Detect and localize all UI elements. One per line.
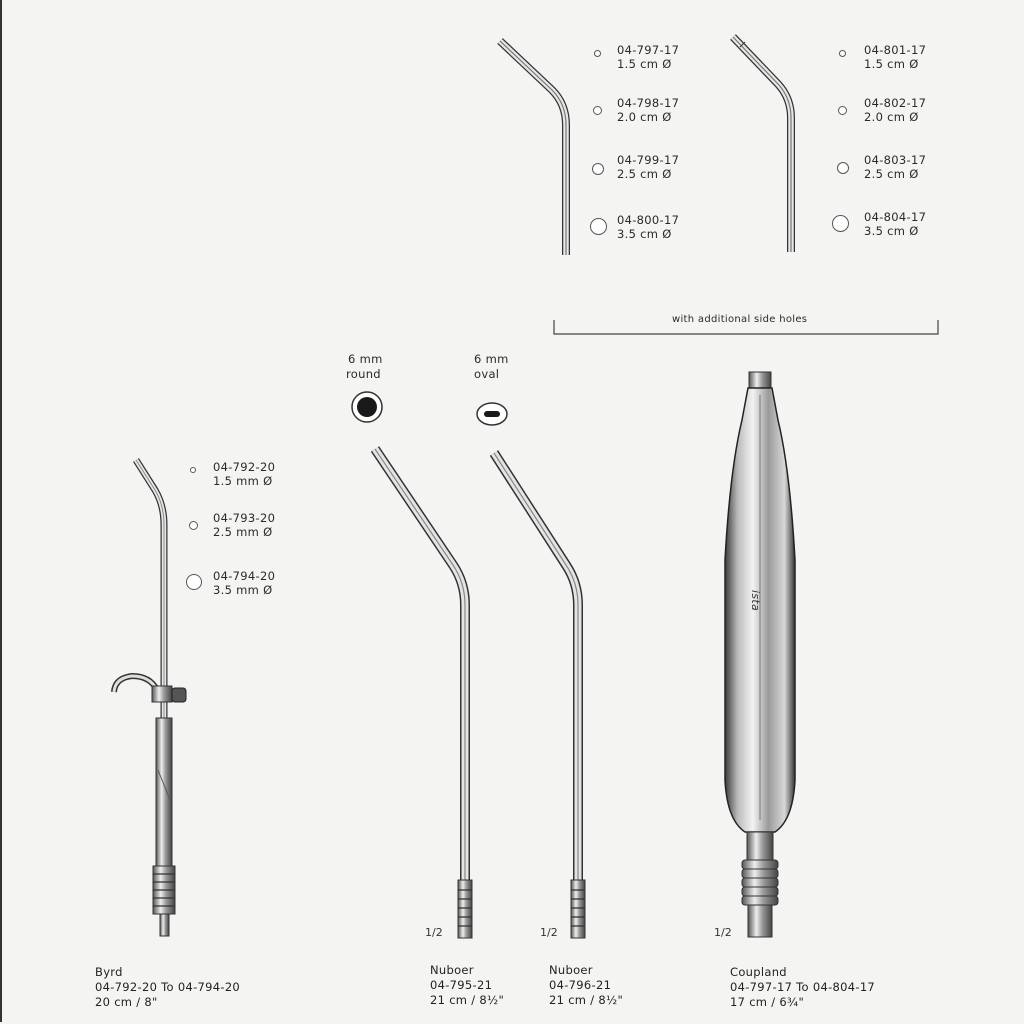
item-code: 04-802-17 [864, 96, 927, 110]
caption-coupland-size: 17 cm / 6¾" [730, 995, 805, 1009]
item-size: 2.5 cm Ø [617, 167, 672, 181]
diameter-circle [838, 106, 847, 115]
round-tip-symbol [352, 392, 382, 422]
diameter-circle [186, 574, 202, 590]
item-size: 1.5 cm Ø [617, 57, 672, 71]
caption-byrd-codes: 04-792-20 To 04-794-20 [95, 980, 241, 994]
item-size: 2.5 mm Ø [213, 525, 273, 539]
item-size: 1.5 mm Ø [213, 474, 273, 488]
diameter-circle [832, 215, 849, 232]
item-code: 04-799-17 [617, 153, 680, 167]
item-code: 04-804-17 [864, 210, 927, 224]
diameter-circle [593, 106, 602, 115]
item-size: 3.5 cm Ø [864, 224, 919, 238]
item-size: 3.5 mm Ø [213, 583, 273, 597]
byrd-suction-tube [114, 460, 186, 936]
caption-nuboer1-codes: 04-795-21 [430, 978, 493, 992]
oval-tip-symbol [477, 403, 507, 425]
nuboer-suction-tube-2 [494, 453, 585, 938]
item-size: 2.0 cm Ø [864, 110, 919, 124]
suction-tip-top-right [733, 37, 791, 252]
caption-byrd-name: Byrd [95, 965, 123, 979]
caption-nuboer2-name: Nuboer [549, 963, 593, 977]
item-size: 2.0 cm Ø [617, 110, 672, 124]
item-code: 04-800-17 [617, 213, 680, 227]
diameter-circle [592, 163, 604, 175]
round-tip-label-size: 6 mm [348, 352, 383, 366]
caption-byrd-size: 20 cm / 8" [95, 995, 158, 1009]
caption-coupland-codes: 04-797-17 To 04-804-17 [730, 980, 876, 994]
item-code: 04-793-20 [213, 511, 276, 525]
diameter-circle [839, 50, 846, 57]
diameter-circle [190, 467, 196, 473]
side-holes-note: with additional side holes [672, 314, 808, 325]
caption-nuboer1-size: 21 cm / 8½" [430, 993, 505, 1007]
item-size: 1.5 cm Ø [864, 57, 919, 71]
item-code: 04-794-20 [213, 569, 276, 583]
diameter-circle [189, 521, 198, 530]
nuboer-suction-tube-1 [375, 449, 472, 938]
caption-nuboer2-codes: 04-796-21 [549, 978, 612, 992]
item-code: 04-801-17 [864, 43, 927, 57]
item-size: 3.5 cm Ø [617, 227, 672, 241]
diameter-circle [590, 218, 607, 235]
round-tip-label-shape: round [346, 367, 381, 381]
scale-label: 1/2 [425, 926, 443, 939]
brand-logo: ista [749, 589, 763, 612]
suction-tip-top-left [500, 41, 566, 255]
oval-tip-label-size: 6 mm [474, 352, 509, 366]
caption-nuboer2-size: 21 cm / 8½" [549, 993, 624, 1007]
diameter-circle [594, 50, 601, 57]
item-code: 04-792-20 [213, 460, 276, 474]
caption-nuboer1-name: Nuboer [430, 963, 474, 977]
scale-label: 1/2 [714, 926, 732, 939]
item-code: 04-798-17 [617, 96, 680, 110]
diameter-circle [837, 162, 849, 174]
item-code: 04-797-17 [617, 43, 680, 57]
item-code: 04-803-17 [864, 153, 927, 167]
scale-label: 1/2 [540, 926, 558, 939]
coupland-handle [725, 372, 795, 937]
oval-tip-label-shape: oval [474, 367, 500, 381]
item-size: 2.5 cm Ø [864, 167, 919, 181]
caption-coupland-name: Coupland [730, 965, 787, 979]
